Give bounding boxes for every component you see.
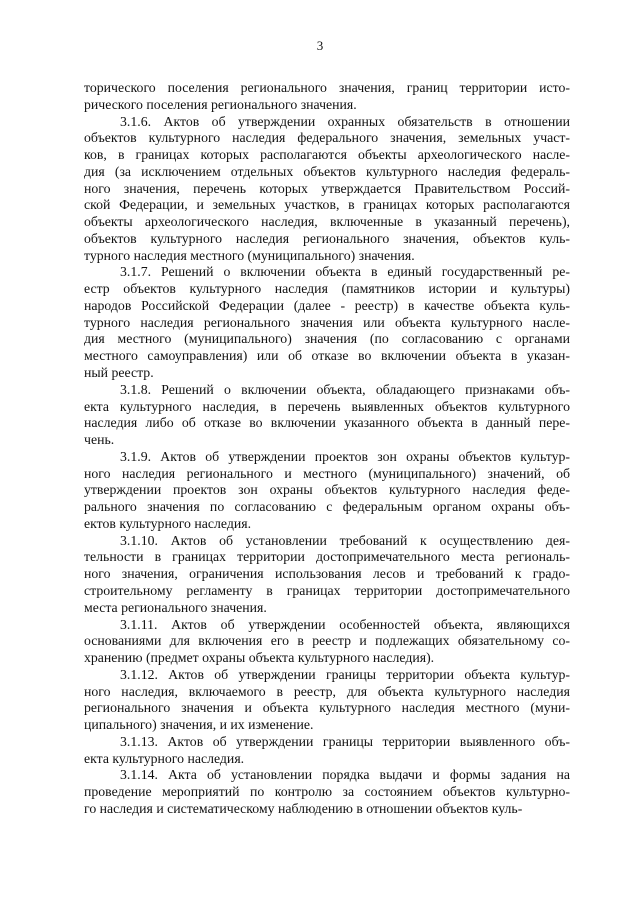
- paragraph-3-1-9: [84, 449, 570, 533]
- text-line: ного наследия регионального и местного (муниципального) значений, об: [84, 465, 570, 481]
- text-line: екта культурного наследия, в перечень выявленных объектов культурного: [84, 398, 570, 414]
- text-line: торического поселения регионального значения, границ территории исто-: [84, 80, 570, 95]
- text-line: 3.1.11. Актов об утверждении особенностей объекта, являющихся: [120, 616, 570, 632]
- text-line: го наследия и систематическому наблюдению в отношении объектов куль-: [84, 800, 523, 816]
- text-line: тельности в границах территории достопримечательного места региональ-: [84, 549, 570, 565]
- text-line: ного значения, ограничения использования лесов и требований к градо-: [84, 566, 570, 582]
- text-line: 3.1.9. Актов об утверждении проектов зон охраны объектов культур-: [120, 448, 570, 464]
- text-line: турного наследия местного (муниципального) значения.: [84, 247, 415, 263]
- text-line: основаниями для включения его в реестр и подлежащих обязательному со-: [84, 633, 570, 649]
- text-line: места регионального значения.: [84, 599, 267, 615]
- text-line: 3.1.8. Решений о включении объекта, обладающего признаками объ-: [120, 381, 570, 397]
- paragraph-3-1-5-tail: [84, 80, 570, 114]
- paragraph-3-1-11: [84, 617, 570, 667]
- paragraph-3-1-8: [84, 382, 570, 449]
- paragraph-3-1-7: [84, 264, 570, 381]
- text-line: строительному регламенту в границах территории достопримечательного: [84, 582, 570, 598]
- text-line: ный реестр.: [84, 365, 154, 381]
- text-line: утверждении проектов зон охраны объектов культурного наследия феде-: [84, 482, 570, 498]
- text-line: объектов культурного наследия регионального значения, объектов куль-: [84, 230, 570, 246]
- paragraph-3-1-13: [84, 734, 570, 768]
- text-line: ской Федерации, и земельных участков, в границах которых располагаются: [84, 197, 570, 213]
- text-line: проведение мероприятий по контролю за состоянием объектов культурно-: [84, 784, 570, 800]
- text-line: ков, в границах которых располагаются объекты археологического насле-: [84, 147, 570, 163]
- text-line: ного значения, перечень которых утверждается Правительством Россий-: [84, 180, 570, 196]
- text-line: наследия либо об отказе во включении указанного объекта в данный пере-: [84, 415, 570, 431]
- text-line: дия (за исключением отдельных объектов культурного наследия федераль-: [84, 163, 570, 179]
- text-line: 3.1.7. Решений о включении объекта в единый государственный ре-: [120, 264, 570, 280]
- text-line: 3.1.6. Актов об утверждении охранных обязательств в отношении: [120, 113, 570, 129]
- text-line: объектов культурного наследия федерального значения, земельных участ-: [84, 130, 570, 146]
- text-line: ципального) значения, и их изменение.: [84, 717, 314, 733]
- text-line: народов Российской Федерации (далее - реестр) в качестве объекта куль-: [84, 297, 570, 313]
- text-line: местного самоуправления) или об отказе во включении объекта в указан-: [84, 348, 570, 364]
- text-line: ектов культурного наследия.: [84, 515, 252, 531]
- text-line: естр объектов культурного наследия (памятников истории и культуры): [84, 281, 570, 297]
- text-line: регионального значения и объекта культурного наследия местного (муни-: [84, 700, 570, 716]
- text-line: 3.1.13. Актов об утверждении границы территории выявленного объ-: [120, 733, 570, 749]
- text-line: 3.1.14. Акта об установлении порядка выдачи и формы задания на: [120, 767, 570, 783]
- paragraph-3-1-14: [84, 767, 570, 817]
- text-line: объекты археологического наследия, включенные в указанный перечень),: [84, 214, 570, 230]
- text-line: 3.1.10. Актов об установлении требований к осуществлению дея-: [120, 532, 570, 548]
- text-line: рического поселения регионального значения.: [84, 96, 357, 112]
- page-number: 3: [316, 38, 324, 53]
- paragraph-3-1-12: [84, 667, 570, 734]
- text-line: екта культурного наследия.: [84, 750, 245, 766]
- paragraph-3-1-10: [84, 533, 570, 617]
- document-body: [84, 80, 570, 818]
- text-line: хранению (предмет охраны объекта культурного наследия).: [84, 650, 435, 666]
- text-line: ного наследия, включаемого в реестр, для объекта культурного наследия: [84, 683, 570, 699]
- paragraph-3-1-6: [84, 114, 570, 265]
- text-line: 3.1.12. Актов об утверждении границы территории объекта культур-: [120, 666, 570, 682]
- text-line: чень.: [84, 432, 115, 448]
- text-line: турного наследия регионального значения или объекта культурного насле-: [84, 314, 570, 330]
- text-line: рального значения по согласованию с федеральным органом охраны объ-: [84, 499, 570, 515]
- text-line: дия местного (муниципального) значения (по согласованию с органами: [84, 331, 570, 347]
